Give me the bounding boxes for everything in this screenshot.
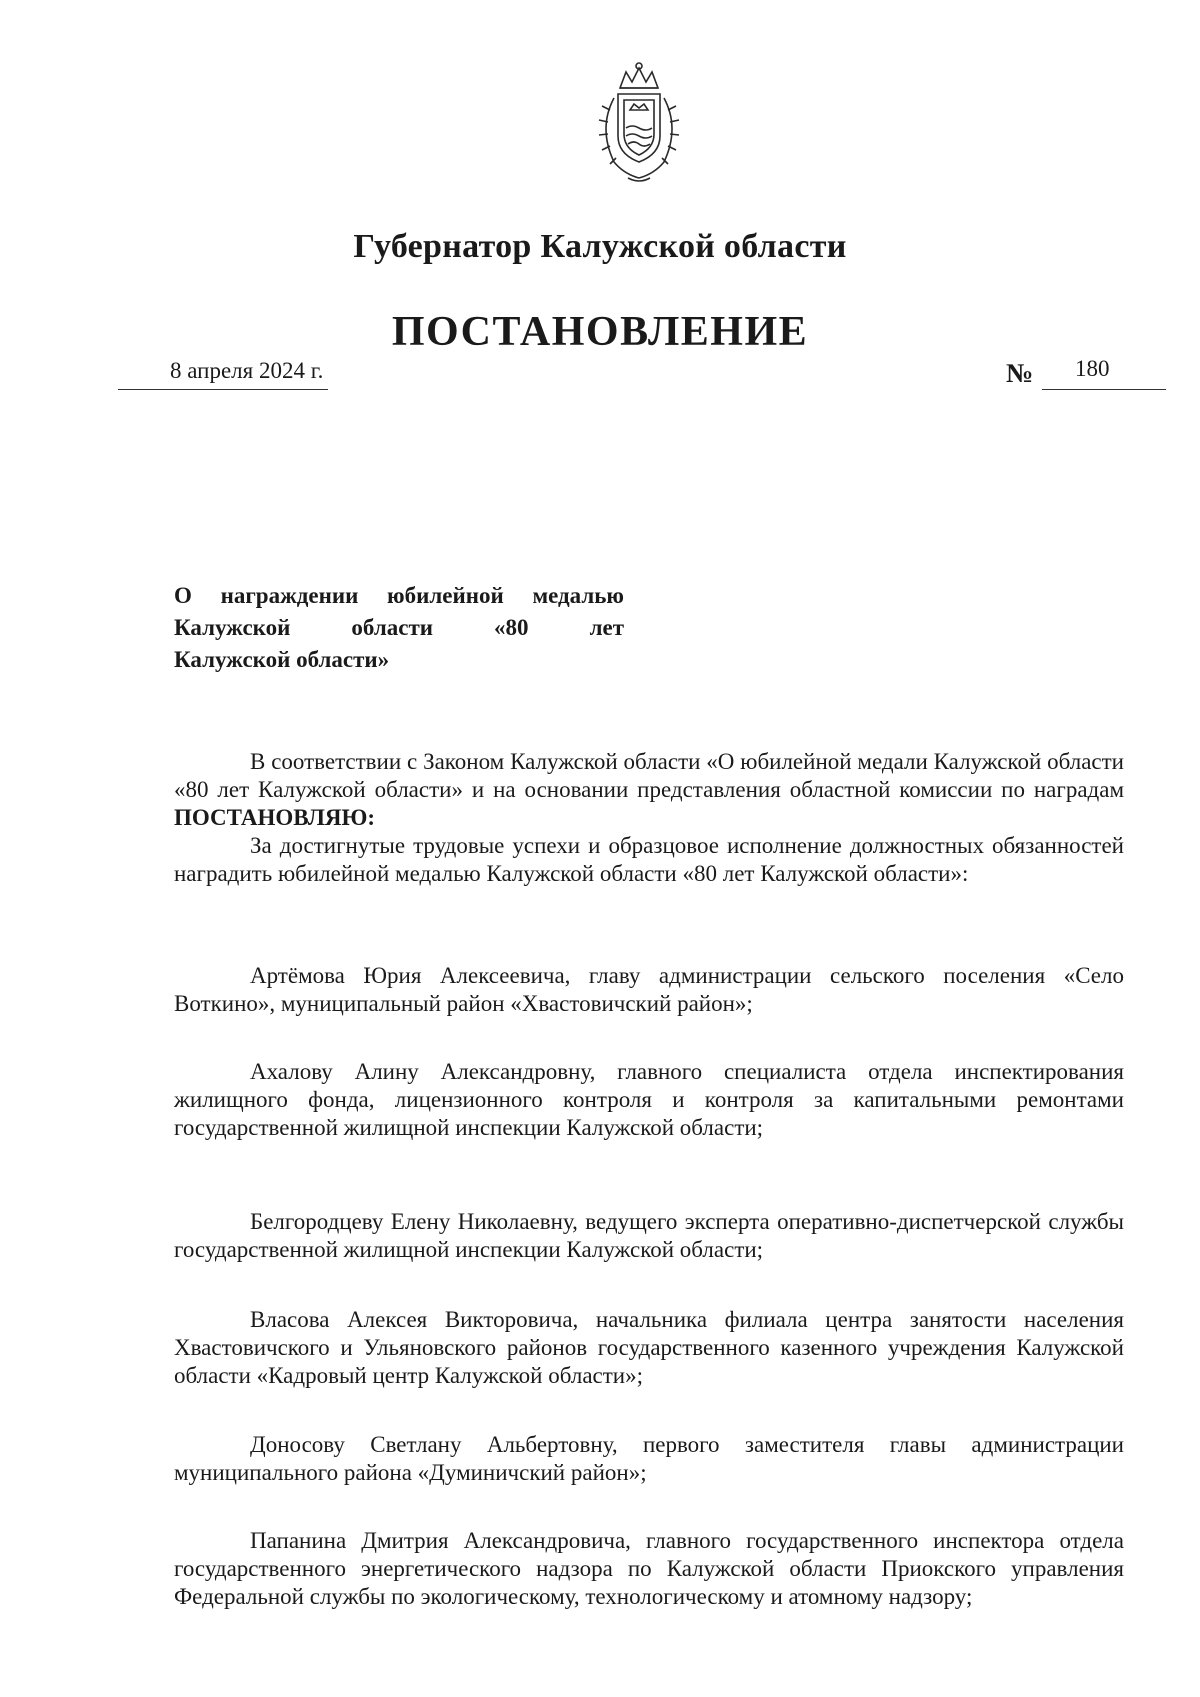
number-underline bbox=[1042, 389, 1166, 390]
preamble-paragraph: В соответствии с Законом Калужской области «О юбилейной медали Калужской области «80 лет Калужской области» и на основании представления областной комиссии по наградам ПОСТАНОВЛЯЮ: bbox=[174, 749, 1124, 830]
awardee-0: Артёмова Юрия Алексеевича, главу администрации сельского поселения «Село Воткино», муниципальный район «Хвастовичский район»; bbox=[174, 963, 1124, 1016]
awardee-1: Ахалову Алину Александровну, главного специалиста отдела инспектирования жилищного фонда, лицензионного контроля и контроля за капитальными ремонтами государственной жилищной инспекции Калужской области; bbox=[174, 1059, 1124, 1140]
issuing-authority: Губернатор Калужской области bbox=[353, 228, 847, 265]
awardee-2: Белгородцеву Елену Николаевну, ведущего эксперта оперативно-диспетчерской службы государственной жилищной инспекции Калужской области; bbox=[174, 1209, 1124, 1262]
preamble-block bbox=[174, 748, 1124, 888]
coat-of-arms-icon bbox=[580, 58, 698, 188]
document-type: ПОСТАНОВЛЕНИЕ bbox=[391, 309, 809, 355]
document-subject bbox=[174, 580, 624, 676]
intro-paragraph: За достигнутые трудовые успехи и образцовое исполнение должностных обязанностей наградить юбилейной медалью Калужской области «80 лет Калужской области»: bbox=[174, 833, 1124, 886]
number-label: № bbox=[1006, 358, 1034, 388]
document-number: 180 bbox=[1075, 356, 1110, 381]
date-underline bbox=[118, 389, 328, 390]
document-date: 8 апреля 2024 г. bbox=[170, 358, 324, 383]
subject-line-2: Калужской области «80 лет bbox=[174, 615, 625, 640]
awardee-5: Папанина Дмитрия Александровича, главного государственного инспектора отдела государственного энергетического надзора по Калужской области Приокского управления Федеральной службы по экологическому, технологическому и атомному надзору; bbox=[174, 1528, 1124, 1609]
subject-line-1: О награждении юбилейной медалью bbox=[174, 583, 624, 608]
awardee-4: Доносову Светлану Альбертовну, первого заместителя главы администрации муниципального района «Думиничский район»; bbox=[174, 1432, 1124, 1485]
decree-word: ПОСТАНОВЛЯЮ: bbox=[174, 805, 376, 830]
awardee-3: Власова Алексея Викторовича, начальника филиала центра занятости населения Хвастовичского и Ульяновского районов государственного казенного учреждения Калужской области «Кадровый центр Калужской области»; bbox=[174, 1307, 1124, 1388]
subject-line-3: Калужской области» bbox=[174, 647, 390, 672]
